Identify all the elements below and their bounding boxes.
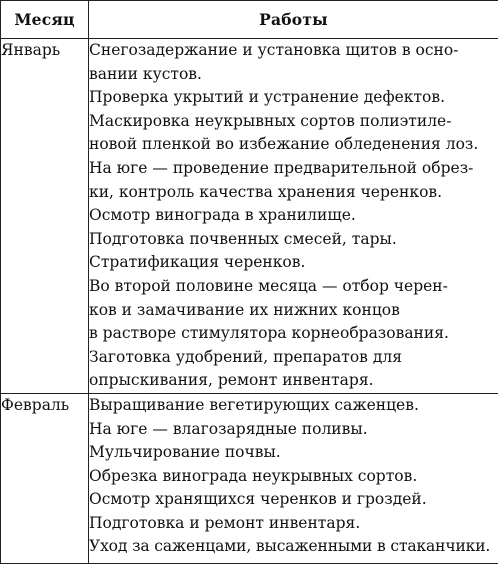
work-line: Обрезка винограда неукрывных сортов. <box>89 465 498 489</box>
work-line: Стратификация черенков. <box>89 251 498 275</box>
header-month: Месяц <box>1 1 89 39</box>
work-line: опрыскивания, ремонт инвентаря. <box>89 369 498 393</box>
table-row <box>1 393 498 563</box>
work-line: На юге — влагозарядные поливы. <box>89 418 498 442</box>
work-line: Осмотр хранящихся черенков и гроздей. <box>89 488 498 512</box>
work-line: На юге — проведение предварительной обрез- <box>89 157 498 181</box>
work-line: Проверка укрытий и устранение дефектов. <box>89 86 498 110</box>
month-cell: Январь <box>1 39 89 394</box>
work-line: в растворе стимулятора корнеобразования. <box>89 322 498 346</box>
work-line: Выращивание вегетирующих саженцев. <box>89 394 498 418</box>
work-line: Снегозадержание и установка щитов в осно- <box>89 39 498 63</box>
header-work: Работы <box>89 1 498 39</box>
work-line: Подготовка почвенных смесей, тары. <box>89 228 498 252</box>
work-line: Уход за саженцами, высаженными в стаканчики. <box>89 535 498 559</box>
work-line: Мульчирование почвы. <box>89 441 498 465</box>
work-line: новой пленкой во избежание обледенения лоз. <box>89 133 498 157</box>
work-line: Подготовка и ремонт инвентаря. <box>89 512 498 536</box>
work-line: Во второй половине месяца — отбор черен- <box>89 275 498 299</box>
work-line: Маскировка неукрывных сортов полиэтиле- <box>89 110 498 134</box>
month-cell: Февраль <box>1 393 89 563</box>
work-line: Заготовка удобрений, препаратов для <box>89 346 498 370</box>
work-line: вании кустов. <box>89 63 498 87</box>
work-line: ки, контроль качества хранения черенков. <box>89 181 498 205</box>
work-cell <box>89 39 498 394</box>
work-cell <box>89 393 498 563</box>
work-line: Осмотр винограда в хранилище. <box>89 204 498 228</box>
work-line: ков и замачивание их нижних концов <box>89 299 498 323</box>
table-row <box>1 39 498 394</box>
table-header-row <box>1 1 498 39</box>
